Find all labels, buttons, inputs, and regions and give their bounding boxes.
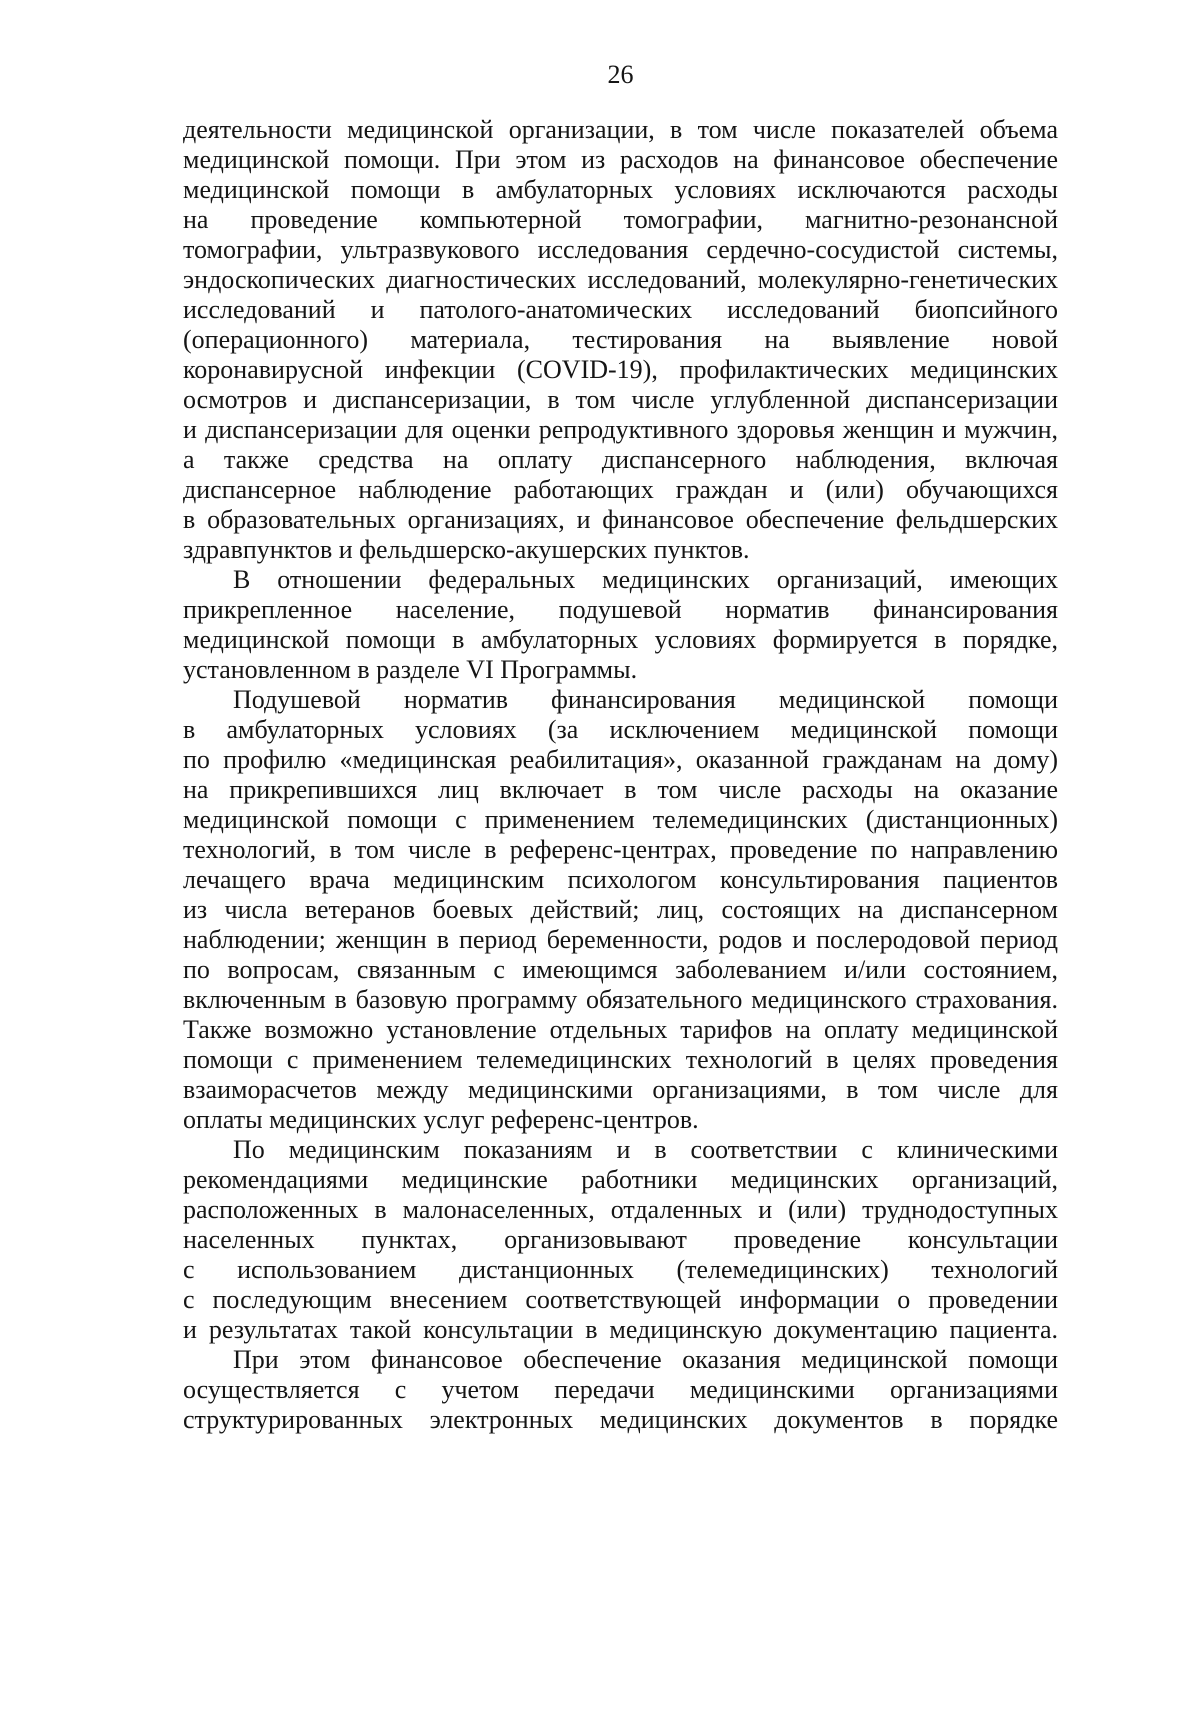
- text-line: из числа ветеранов боевых действий; лиц, состоящих на диспансерном: [183, 895, 1058, 924]
- text-line: коронавирусной инфекции (COVID-19), профилактических медицинских: [183, 355, 1058, 384]
- text-line: здравпунктов и фельдшерско-акушерских пунктов.: [183, 535, 750, 564]
- text-line: медицинской помощи в амбулаторных условиях исключаются расходы: [183, 175, 1058, 204]
- paragraph-3: [183, 685, 1058, 1135]
- text-line: эндоскопических диагностических исследований, молекулярно-генетических: [183, 265, 1058, 294]
- text-line: населенных пунктах, организовывают проведение консультации: [183, 1225, 1058, 1254]
- text-line: При этом финансовое обеспечение оказания медицинской помощи: [233, 1345, 1058, 1374]
- text-line: и результатах такой консультации в медицинскую документацию пациента.: [183, 1315, 1058, 1344]
- text-line: в амбулаторных условиях (за исключением медицинской помощи: [183, 715, 1058, 744]
- text-line: медицинской помощи с применением телемедицинских (дистанционных): [183, 805, 1058, 834]
- text-line: В отношении федеральных медицинских организаций, имеющих: [233, 565, 1058, 594]
- paragraph-2: [183, 565, 1058, 685]
- text-line: деятельности медицинской организации, в том числе показателей объема: [183, 115, 1058, 144]
- page-number: 26: [607, 60, 634, 89]
- text-line: по вопросам, связанным с имеющимся заболеванием и/или состоянием,: [183, 955, 1058, 984]
- text-line: с использованием дистанционных (телемедицинских) технологий: [183, 1255, 1058, 1284]
- text-line: томографии, ультразвукового исследования сердечно-сосудистой системы,: [183, 235, 1058, 264]
- text-line: лечащего врача медицинским психологом консультирования пациентов: [183, 865, 1058, 894]
- text-line: а также средства на оплату диспансерного наблюдения, включая: [183, 445, 1058, 474]
- text-line: диспансерное наблюдение работающих граждан и (или) обучающихся: [183, 475, 1058, 504]
- text-line: Также возможно установление отдельных тарифов на оплату медицинской: [183, 1015, 1058, 1044]
- text-line: наблюдении; женщин в период беременности, родов и послеродовой период: [183, 925, 1058, 954]
- text-line: в образовательных организациях, и финансовое обеспечение фельдшерских: [183, 505, 1058, 534]
- text-line: установленном в разделе VI Программы.: [183, 655, 638, 684]
- document-body: [183, 115, 1058, 1435]
- text-line: с последующим внесением соответствующей информации о проведении: [183, 1285, 1058, 1314]
- text-line: рекомендациями медицинские работники медицинских организаций,: [183, 1165, 1058, 1194]
- text-line: осмотров и диспансеризации, в том числе углубленной диспансеризации: [183, 385, 1058, 414]
- text-line: По медицинским показаниям и в соответствии с клиническими: [233, 1135, 1058, 1164]
- text-line: медицинской помощи. При этом из расходов на финансовое обеспечение: [183, 145, 1058, 174]
- text-line: осуществляется с учетом передачи медицинскими организациями: [183, 1375, 1058, 1404]
- text-line: по профилю «медицинская реабилитация», оказанной гражданам на дому): [183, 745, 1058, 774]
- text-line: расположенных в малонаселенных, отдаленных и (или) труднодоступных: [183, 1195, 1058, 1224]
- text-line: взаиморасчетов между медицинскими организациями, в том числе для: [183, 1075, 1058, 1104]
- text-line: Подушевой норматив финансирования медицинской помощи: [233, 685, 1058, 714]
- paragraph-1: [183, 115, 1058, 565]
- text-line: и диспансеризации для оценки репродуктивного здоровья женщин и мужчин,: [183, 415, 1058, 444]
- text-line: на прикрепившихся лиц включает в том числе расходы на оказание: [183, 775, 1058, 804]
- text-line: медицинской помощи в амбулаторных условиях формируется в порядке,: [183, 625, 1058, 654]
- paragraph-5: [183, 1345, 1058, 1435]
- text-line: структурированных электронных медицинских документов в порядке: [183, 1405, 1058, 1434]
- text-line: на проведение компьютерной томографии, магнитно-резонансной: [183, 205, 1058, 234]
- text-line: помощи с применением телемедицинских технологий в целях проведения: [183, 1045, 1058, 1074]
- text-line: технологий, в том числе в референс-центрах, проведение по направлению: [183, 835, 1058, 864]
- text-line: включенным в базовую программу обязательного медицинского страхования.: [183, 985, 1058, 1014]
- text-line: исследований и патолого-анатомических исследований биопсийного: [183, 295, 1058, 324]
- text-line: прикрепленное население, подушевой норматив финансирования: [183, 595, 1058, 624]
- paragraph-4: [183, 1135, 1058, 1345]
- text-line: оплаты медицинских услуг референс-центров.: [183, 1105, 699, 1134]
- text-line: (операционного) материала, тестирования на выявление новой: [183, 325, 1058, 354]
